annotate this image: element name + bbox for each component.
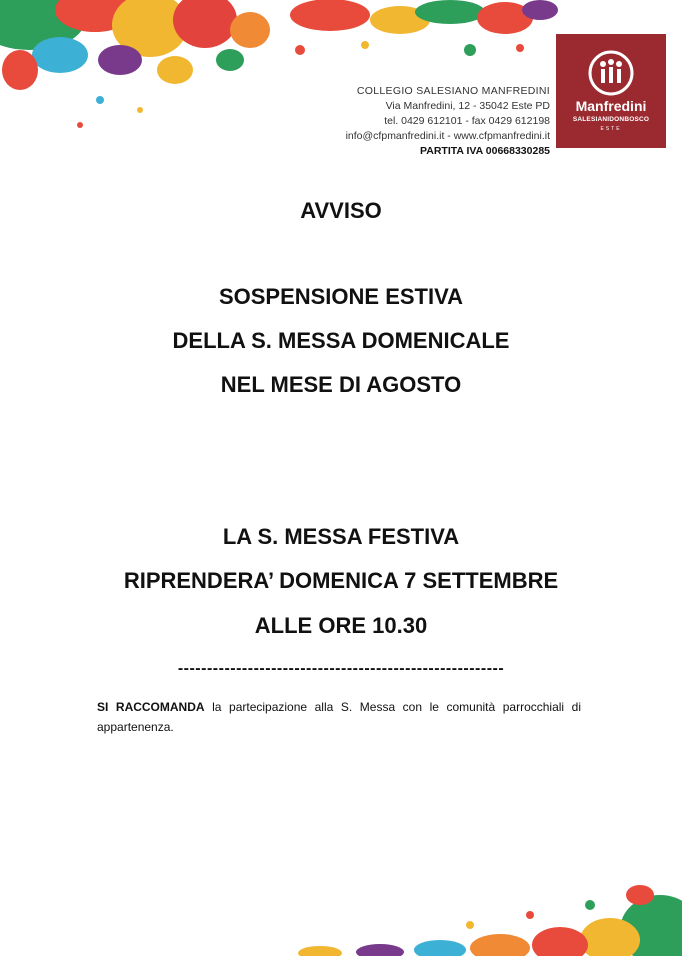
resume-line-1: LA S. MESSA FESTIVA: [222, 524, 460, 549]
institution-name: COLLEGIO SALESIANO MANFREDINI: [356, 85, 550, 97]
recommendation-paragraph: [97, 697, 581, 737]
recommendation-lead: SI RACCOMANDA: [97, 700, 205, 714]
resume-line-3: ALLE ORE 10.30: [254, 613, 428, 638]
recommendation-text: la partecipazione alla S. Messa con le comunità parrocchiali di appartenenza.: [97, 700, 581, 734]
notice-title: AVVISO: [300, 198, 382, 223]
institution-contacts: info@cfpmanfredini.it - www.cfpmanfredini.it: [345, 130, 550, 142]
logo-subtitle: SALESIANIDONBOSCO: [572, 116, 650, 123]
institution-phone: tel. 0429 612101 - fax 0429 612198: [384, 115, 550, 127]
institution-address: Via Manfredini, 12 - 35042 Este PD: [385, 100, 550, 112]
resume-line-2: RIPRENDERA’ DOMENICA 7 SETTEMBRE: [123, 568, 559, 593]
suspension-line-3: NEL MESE DI AGOSTO: [220, 372, 462, 397]
logo-brand: Manfredini: [575, 98, 647, 114]
suspension-line-1: SOSPENSIONE ESTIVA: [218, 284, 464, 309]
separator-line: --------------------------------------------------------: [177, 660, 505, 677]
institution-header: [346, 84, 550, 159]
suspension-line-2: DELLA S. MESSA DOMENICALE: [172, 328, 510, 353]
manfredini-logo: [556, 34, 666, 148]
logo-city: ESTE: [600, 126, 622, 132]
institution-vat: PARTITA IVA 00668330285: [420, 145, 550, 157]
salesian-emblem-icon: [586, 48, 636, 98]
